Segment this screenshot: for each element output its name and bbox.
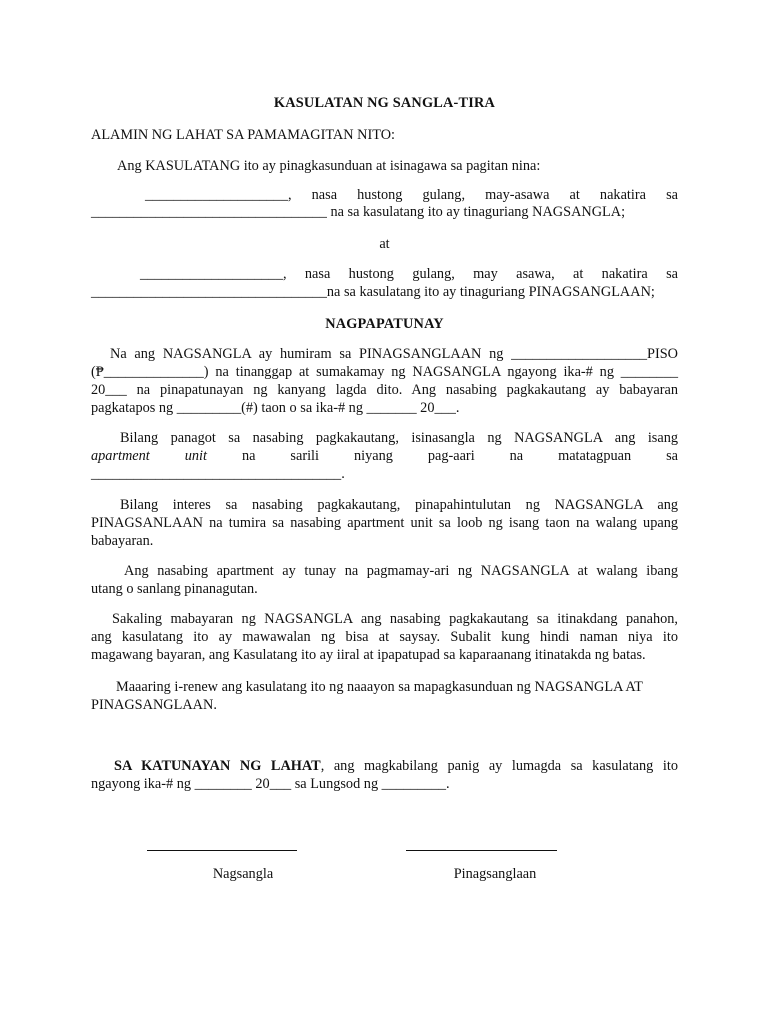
- party1-line1: ____________________, nasa hustong gulang, may-asawa at nakatira sa: [145, 187, 678, 203]
- ownership-paragraph-line2: utang o sanlang pinanagutan.: [91, 581, 258, 597]
- ownership-paragraph-line1: Ang nasabing apartment ay tunay na pagmamay-ari ng NAGSANGLA at walang ibang: [124, 563, 678, 579]
- collateral-line2-rest: na sarili niyang pag-aari na matatagpuan sa: [241, 448, 678, 464]
- intro-line: ALAMIN NG LAHAT SA PAMAMAGITAN NITO:: [91, 127, 396, 143]
- interest-paragraph-line1: Bilang interes sa nasabing pagkakautang, pinapahintulutan ng NAGSANGLA ang: [120, 497, 678, 513]
- signature-line-pinagsanglaan: [406, 836, 557, 851]
- payment-paragraph-line3: magawang bayaran, ang Kasulatang ito ay iiral at ipapatupad sa kaparaanang itinatakda ng batas.: [91, 647, 646, 663]
- collateral-paragraph-line3: ___________________________________.: [91, 466, 345, 482]
- loan-paragraph-line2: (₱______________) na tinanggap at sumakamay ng NAGSANGLA ngayong ika-# ng ________: [91, 364, 678, 380]
- witness-bold-phrase: SA KATUNAYAN NG LAHAT: [114, 758, 321, 774]
- witness-line1-rest: , ang magkabilang panig ay lumagda sa kasulatang ito: [320, 758, 678, 774]
- payment-paragraph-line2: ang kasulatang ito ay mawawalan ng bisa at saysay. Subalit kung hindi naman niya ito: [91, 629, 678, 645]
- apartment-unit-italic: apartment unit: [91, 448, 207, 464]
- document-title: KASULATAN NG SANGLA-TIRA: [273, 95, 496, 111]
- loan-paragraph-line1: Na ang NAGSANGLA ay humiram sa PINAGSANGLAAN ng ___________________PISO: [110, 346, 678, 362]
- renewal-paragraph-line1: Maaaring i-renew ang kasulatang ito ng naaayon sa mapagkasunduan ng NAGSANGLA AT: [116, 679, 643, 695]
- signature-line-nagsangla: [147, 836, 297, 851]
- payment-paragraph-line1: Sakaling mabayaran ng NAGSANGLA ang nasabing pagkakautang sa itinakdang panahon,: [112, 611, 678, 627]
- interest-paragraph-line3: babayaran.: [91, 533, 154, 549]
- witness-paragraph-line2: ngayong ika-# ng ________ 20___ sa Lungsod ng _________.: [91, 776, 450, 792]
- party1-line2: _________________________________ na sa kasulatang ito ay tinaguriang NAGSANGLA;: [91, 204, 626, 220]
- party2-line1: ____________________, nasa hustong gulang, may asawa, at nakatira sa: [140, 266, 678, 282]
- loan-paragraph-line4: pagkatapos ng _________(#) taon o sa ika-# ng _______ 20___.: [91, 400, 460, 416]
- and-separator: at: [379, 236, 390, 252]
- signature-label-pinagsanglaan: Pinagsanglaan: [453, 866, 537, 882]
- section-heading: NAGPAPATUNAY: [325, 316, 444, 332]
- interest-paragraph-line2: PINAGSANLAAN na tumira sa nasabing apartment unit sa loob ng isang taon na walang upang: [91, 515, 678, 531]
- witness-paragraph-line1: [114, 758, 678, 776]
- signature-label-nagsangla: Nagsangla: [212, 866, 274, 882]
- renewal-paragraph-line2: PINAGSANGLAAN.: [91, 697, 217, 713]
- collateral-paragraph-line2: [91, 448, 678, 466]
- party2-line2: _________________________________na sa kasulatang ito ay tinaguriang PINAGSANGLAAN;: [91, 284, 655, 300]
- opening-paragraph: Ang KASULATANG ito ay pinagkasunduan at isinagawa sa pagitan nina:: [117, 158, 541, 174]
- collateral-paragraph-line1: Bilang panagot sa nasabing pagkakautang, isinasangla ng NAGSANGLA ang isang: [120, 430, 678, 446]
- loan-paragraph-line3: 20___ na pinapatunayan ng kanyang lagda dito. Ang nasabing pagkakautang ay babayaran: [91, 382, 678, 398]
